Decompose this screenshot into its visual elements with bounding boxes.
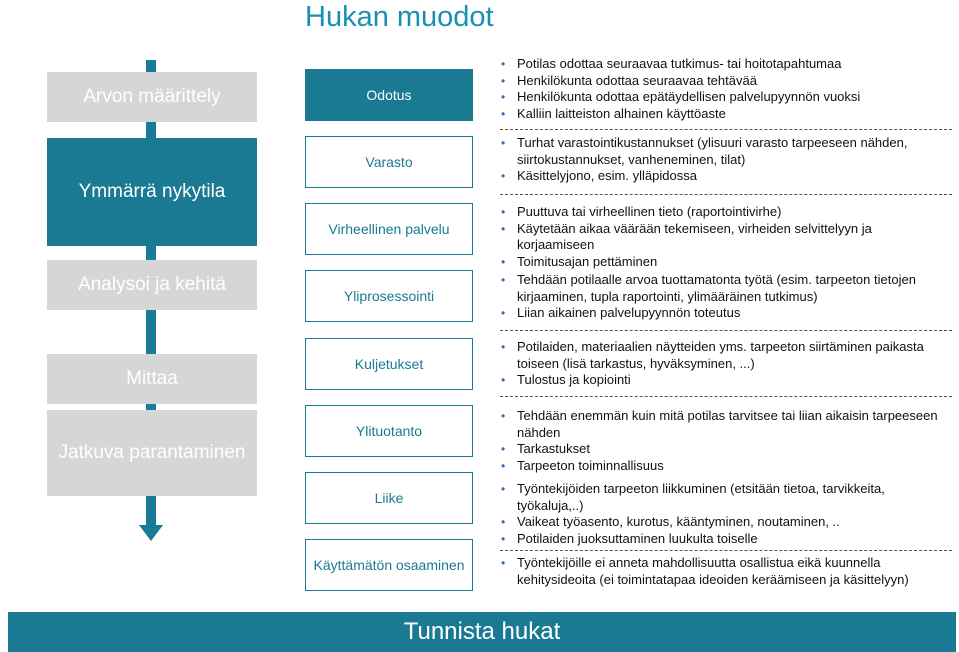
- list-item: • Turhat varastointikustannukset (ylisuuri varasto tarpeeseen nähden, siirtokustannukset, vanheneminen, tilat): [500, 135, 950, 168]
- stage-improve: Jatkuva parantaminen: [47, 410, 257, 496]
- footer-banner: Tunnista hukat: [8, 612, 956, 652]
- waste-overprocessing: Yliprosessointi: [305, 270, 473, 322]
- section-divider: [500, 396, 952, 397]
- waste-transport: Kuljetukset: [305, 338, 473, 390]
- list-item: • Käytetään aikaa väärään tekemiseen, virheiden selvittelyyn ja korjaamiseen: [500, 221, 950, 254]
- list-item: • Henkilökunta odottaa epätäydellisen palvelupyynnön vuoksi: [500, 89, 950, 106]
- waste-unused-talent: Käyttämätön osaaminen: [305, 539, 473, 591]
- section-divider: [500, 129, 952, 130]
- section-divider: [500, 330, 952, 331]
- list-item: • Liian aikainen palvelupyynnön toteutus: [500, 305, 950, 322]
- stage-understand: Ymmärrä nykytila: [47, 138, 257, 246]
- waste-overproduction: Ylituotanto: [305, 405, 473, 457]
- motion-description-list: [500, 481, 950, 548]
- defects-description-list: [500, 204, 950, 271]
- page-title: Hukan muodot: [305, 1, 494, 33]
- waiting-description-list: [500, 56, 950, 123]
- list-item: • Tarkastukset: [500, 441, 950, 458]
- waste-waiting: Odotus: [305, 69, 473, 121]
- list-item: • Tehdään enemmän kuin mitä potilas tarvitsee tai liian aikaisin tarpeeseen nähden: [500, 408, 950, 441]
- overprocessing-description-list: [500, 272, 950, 322]
- stage-define: Arvon määrittely: [47, 72, 257, 122]
- overproduction-description-list: [500, 408, 950, 475]
- list-item: • Käsittelyjono, esim. ylläpidossa: [500, 168, 950, 185]
- list-item: • Kalliin laitteiston alhainen käyttöaste: [500, 106, 950, 123]
- list-item: • Työntekijöille ei anneta mahdollisuutta osallistua eikä kuunnella kehitysideoita (ei toimintatapaa ideoiden keräämiseen ja käsittelyyn): [500, 555, 950, 588]
- process-arrow-head-icon: [139, 525, 163, 541]
- waste-motion: Liike: [305, 472, 473, 524]
- list-item: • Potilas odottaa seuraavaa tutkimus- tai hoitotapahtumaa: [500, 56, 950, 73]
- list-item: • Puuttuva tai virheellinen tieto (raportointivirhe): [500, 204, 950, 221]
- stage-analyze: Analysoi ja kehitä: [47, 260, 257, 310]
- list-item: • Potilaiden, materiaalien näytteiden yms. tarpeeton siirtäminen paikasta toiseen (lisä tarkastus, hyväksyminen, ...): [500, 339, 950, 372]
- list-item: • Toimitusajan pettäminen: [500, 254, 950, 271]
- inventory-description-list: [500, 135, 950, 185]
- list-item: • Henkilökunta odottaa seuraavaa tehtävää: [500, 73, 950, 90]
- list-item: • Työntekijöiden tarpeeton liikkuminen (etsitään tietoa, tarvikkeita, työkaluja,..): [500, 481, 950, 514]
- list-item: • Vaikeat työasento, kurotus, kääntyminen, noutaminen, ..: [500, 514, 950, 531]
- list-item: • Tulostus ja kopiointi: [500, 372, 950, 389]
- unused-talent-description-list: [500, 555, 950, 588]
- transport-description-list: [500, 339, 950, 389]
- waste-inventory: Varasto: [305, 136, 473, 188]
- section-divider: [500, 550, 952, 551]
- section-divider: [500, 194, 952, 195]
- list-item: • Tarpeeton toiminnallisuus: [500, 458, 950, 475]
- list-item: • Tehdään potilaalle arvoa tuottamatonta työtä (esim. tarpeeton tietojen kirjaaminen, tupla raportointi, ylimääräinen tutkimus): [500, 272, 950, 305]
- waste-defects: Virheellinen palvelu: [305, 203, 473, 255]
- stage-measure: Mittaa: [47, 354, 257, 404]
- list-item: • Potilaiden juoksuttaminen luukulta toiselle: [500, 531, 950, 548]
